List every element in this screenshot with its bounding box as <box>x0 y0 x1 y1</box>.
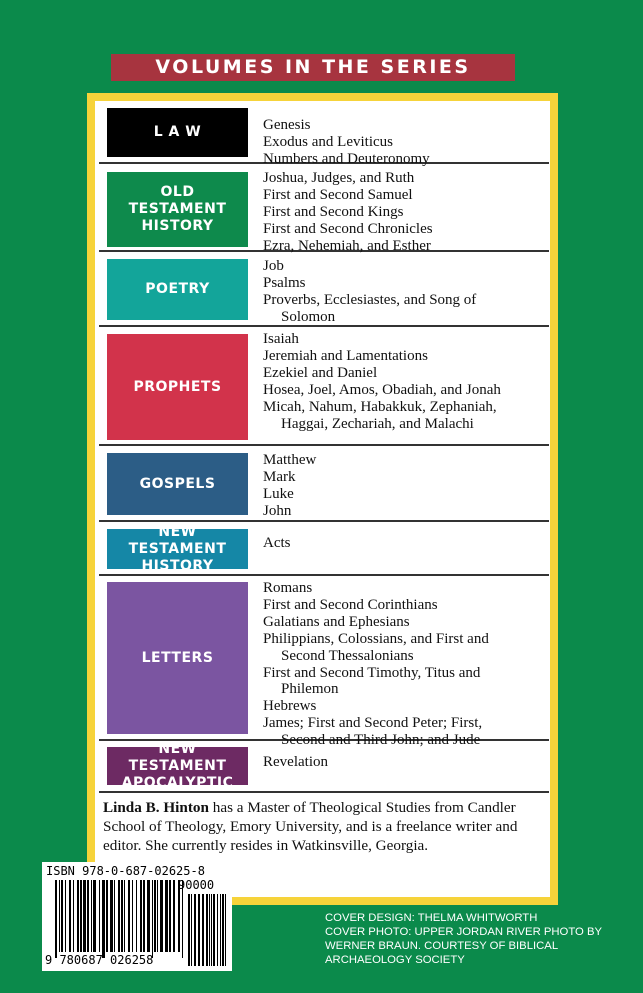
barcode-bar <box>140 880 142 952</box>
category-label: GOSPELS <box>107 453 248 515</box>
barcode-bar <box>194 894 196 966</box>
barcode-bar <box>213 894 215 966</box>
barcode-bar <box>165 880 168 952</box>
category-label: L A W <box>107 108 248 157</box>
credit-line: WERNER BRAUN. COURTESY OF BIBLICAL <box>325 940 559 952</box>
category-label: NEW TESTAMENT APOCALYPTIC <box>107 747 248 785</box>
book-title: Proverbs, Ecclesiastes, and Song of <box>263 291 477 308</box>
book-title: Luke <box>263 485 294 502</box>
book-title: John <box>263 502 292 519</box>
barcode-bar <box>132 880 133 952</box>
barcode-bar <box>152 880 153 958</box>
barcode-bar <box>59 880 60 952</box>
barcode-bar <box>202 894 204 966</box>
section-row <box>99 164 549 252</box>
book-title: Isaiah <box>263 331 299 347</box>
barcode-bar <box>124 880 125 952</box>
book-title: Genesis <box>263 117 311 133</box>
barcode-bar <box>157 880 158 952</box>
barcode-bar <box>69 880 71 952</box>
book-title: Revelation <box>263 754 328 770</box>
yellow-frame <box>87 93 558 905</box>
cover-credits <box>325 911 602 967</box>
book-list <box>263 580 489 749</box>
book-title: Mark <box>263 468 296 485</box>
barcode-bar <box>173 880 175 952</box>
book-title: First and Second Samuel <box>263 186 413 203</box>
barcode-bar <box>73 880 74 952</box>
barcode-bar <box>99 880 100 952</box>
book-list <box>263 117 430 168</box>
category-label: OLD TESTAMENT HISTORY <box>107 172 248 247</box>
barcode-bar <box>102 880 105 958</box>
book-title: Matthew <box>263 452 317 468</box>
book-list <box>263 331 501 432</box>
book-title: Hosea, Joel, Amos, Obadiah, and Jonah <box>263 381 501 398</box>
barcode-bar <box>118 880 120 952</box>
book-list <box>263 258 476 326</box>
barcode-bar <box>114 880 115 952</box>
series-banner: VOLUMES IN THE SERIES <box>111 54 515 81</box>
barcode-bar <box>61 880 63 952</box>
book-title: First and Second Kings <box>263 203 404 220</box>
credit-line: COVER DESIGN: THELMA WHITWORTH <box>325 912 538 924</box>
barcode-bar <box>80 880 82 952</box>
book-title: Hebrews <box>263 698 317 715</box>
barcode-bar <box>191 894 192 966</box>
section-row <box>99 446 549 522</box>
barcode-bar <box>169 880 171 952</box>
book-title: First and Second Timothy, Titus and <box>263 664 481 681</box>
book-title: First and Second Corinthians <box>263 596 438 613</box>
book-title: Micah, Nahum, Habakkuk, Zephaniah, <box>263 398 497 415</box>
book-title: Haggai, Zechariah, and Malachi <box>281 415 474 432</box>
section-row <box>99 522 549 576</box>
credit-line: COVER PHOTO: UPPER JORDAN RIVER PHOTO BY <box>325 926 603 938</box>
barcode-bar <box>211 894 212 966</box>
barcode-bar <box>143 880 145 952</box>
book-title: Solomon <box>281 308 336 325</box>
book-title: Ezekiel and Daniel <box>263 364 378 381</box>
barcode-bar <box>93 880 96 952</box>
category-label: POETRY <box>107 259 248 320</box>
barcode-bar <box>154 880 156 952</box>
book-list <box>263 754 328 771</box>
author-bio-text: has a Master of Theological Studies from Candler School of Theology, Emory University, and is a freelance writer and editor. She currently resides in Watkinsville, Georgia. <box>103 799 518 854</box>
volumes-panel <box>95 101 550 897</box>
book-title: Galatians and Ephesians <box>263 613 410 630</box>
book-title: Joshua, Judges, and Ruth <box>263 170 415 186</box>
book-title: Second Thessalonians <box>281 647 414 664</box>
isbn-barcode <box>42 862 232 971</box>
category-label: PROPHETS <box>107 334 248 440</box>
author-name: Linda B. Hinton <box>103 799 209 816</box>
barcode-bar <box>225 894 226 966</box>
book-title: James; First and Second Peter; First, <box>263 715 483 732</box>
barcode-bar <box>220 894 221 966</box>
ean-number: 9 780687 026258 <box>45 953 154 967</box>
section-row <box>99 576 549 749</box>
barcode-bar <box>55 880 57 958</box>
book-title: Second and Third John; and Jude <box>281 732 481 749</box>
barcode-bar <box>91 880 92 952</box>
book-list <box>263 452 316 520</box>
barcode-bar <box>136 880 137 952</box>
book-title: Philemon <box>281 681 339 698</box>
category-label: LETTERS <box>107 582 248 734</box>
book-title: Numbers and Deuteronomy <box>263 150 430 167</box>
barcode-bar <box>209 894 210 966</box>
barcode-bar <box>160 880 163 952</box>
barcode-bar <box>128 880 130 952</box>
section-row <box>99 101 549 167</box>
book-title: Philippians, Colossians, and First and <box>263 630 489 647</box>
barcode-bar <box>198 894 200 966</box>
section-row <box>99 327 549 446</box>
book-title: Romans <box>263 580 313 596</box>
barcode-bar <box>188 894 190 966</box>
book-title: Acts <box>263 535 291 551</box>
barcode-bar <box>77 880 79 952</box>
credit-line: ARCHAEOLOGY SOCIETY <box>325 954 465 966</box>
barcode-bar <box>217 894 218 966</box>
book-title: Psalms <box>263 274 306 291</box>
book-title: First and Second Chronicles <box>263 220 433 237</box>
barcode-bar <box>65 880 66 952</box>
isbn-text: ISBN 978-0-687-02625-8 <box>46 864 205 878</box>
barcode-bar <box>222 894 224 966</box>
barcode-bar <box>206 894 208 966</box>
barcode-bar <box>110 880 113 952</box>
section-row <box>99 741 549 793</box>
barcode-bar <box>106 880 108 952</box>
book-title: Job <box>263 258 284 274</box>
barcode-bar <box>87 880 89 952</box>
barcode-bar <box>121 880 123 952</box>
section-row <box>99 252 549 327</box>
price-code: 90000 <box>178 878 215 892</box>
book-title: Ezra, Nehemiah, and Esther <box>263 237 431 254</box>
book-title: Jeremiah and Lamentations <box>263 347 428 364</box>
book-list <box>263 170 433 255</box>
book-list <box>263 535 291 552</box>
category-label: NEW TESTAMENT HISTORY <box>107 529 248 569</box>
barcode-bar <box>147 880 150 952</box>
author-bio <box>103 798 549 855</box>
book-title: Exodus and Leviticus <box>263 133 393 150</box>
barcode-bar <box>83 880 86 952</box>
